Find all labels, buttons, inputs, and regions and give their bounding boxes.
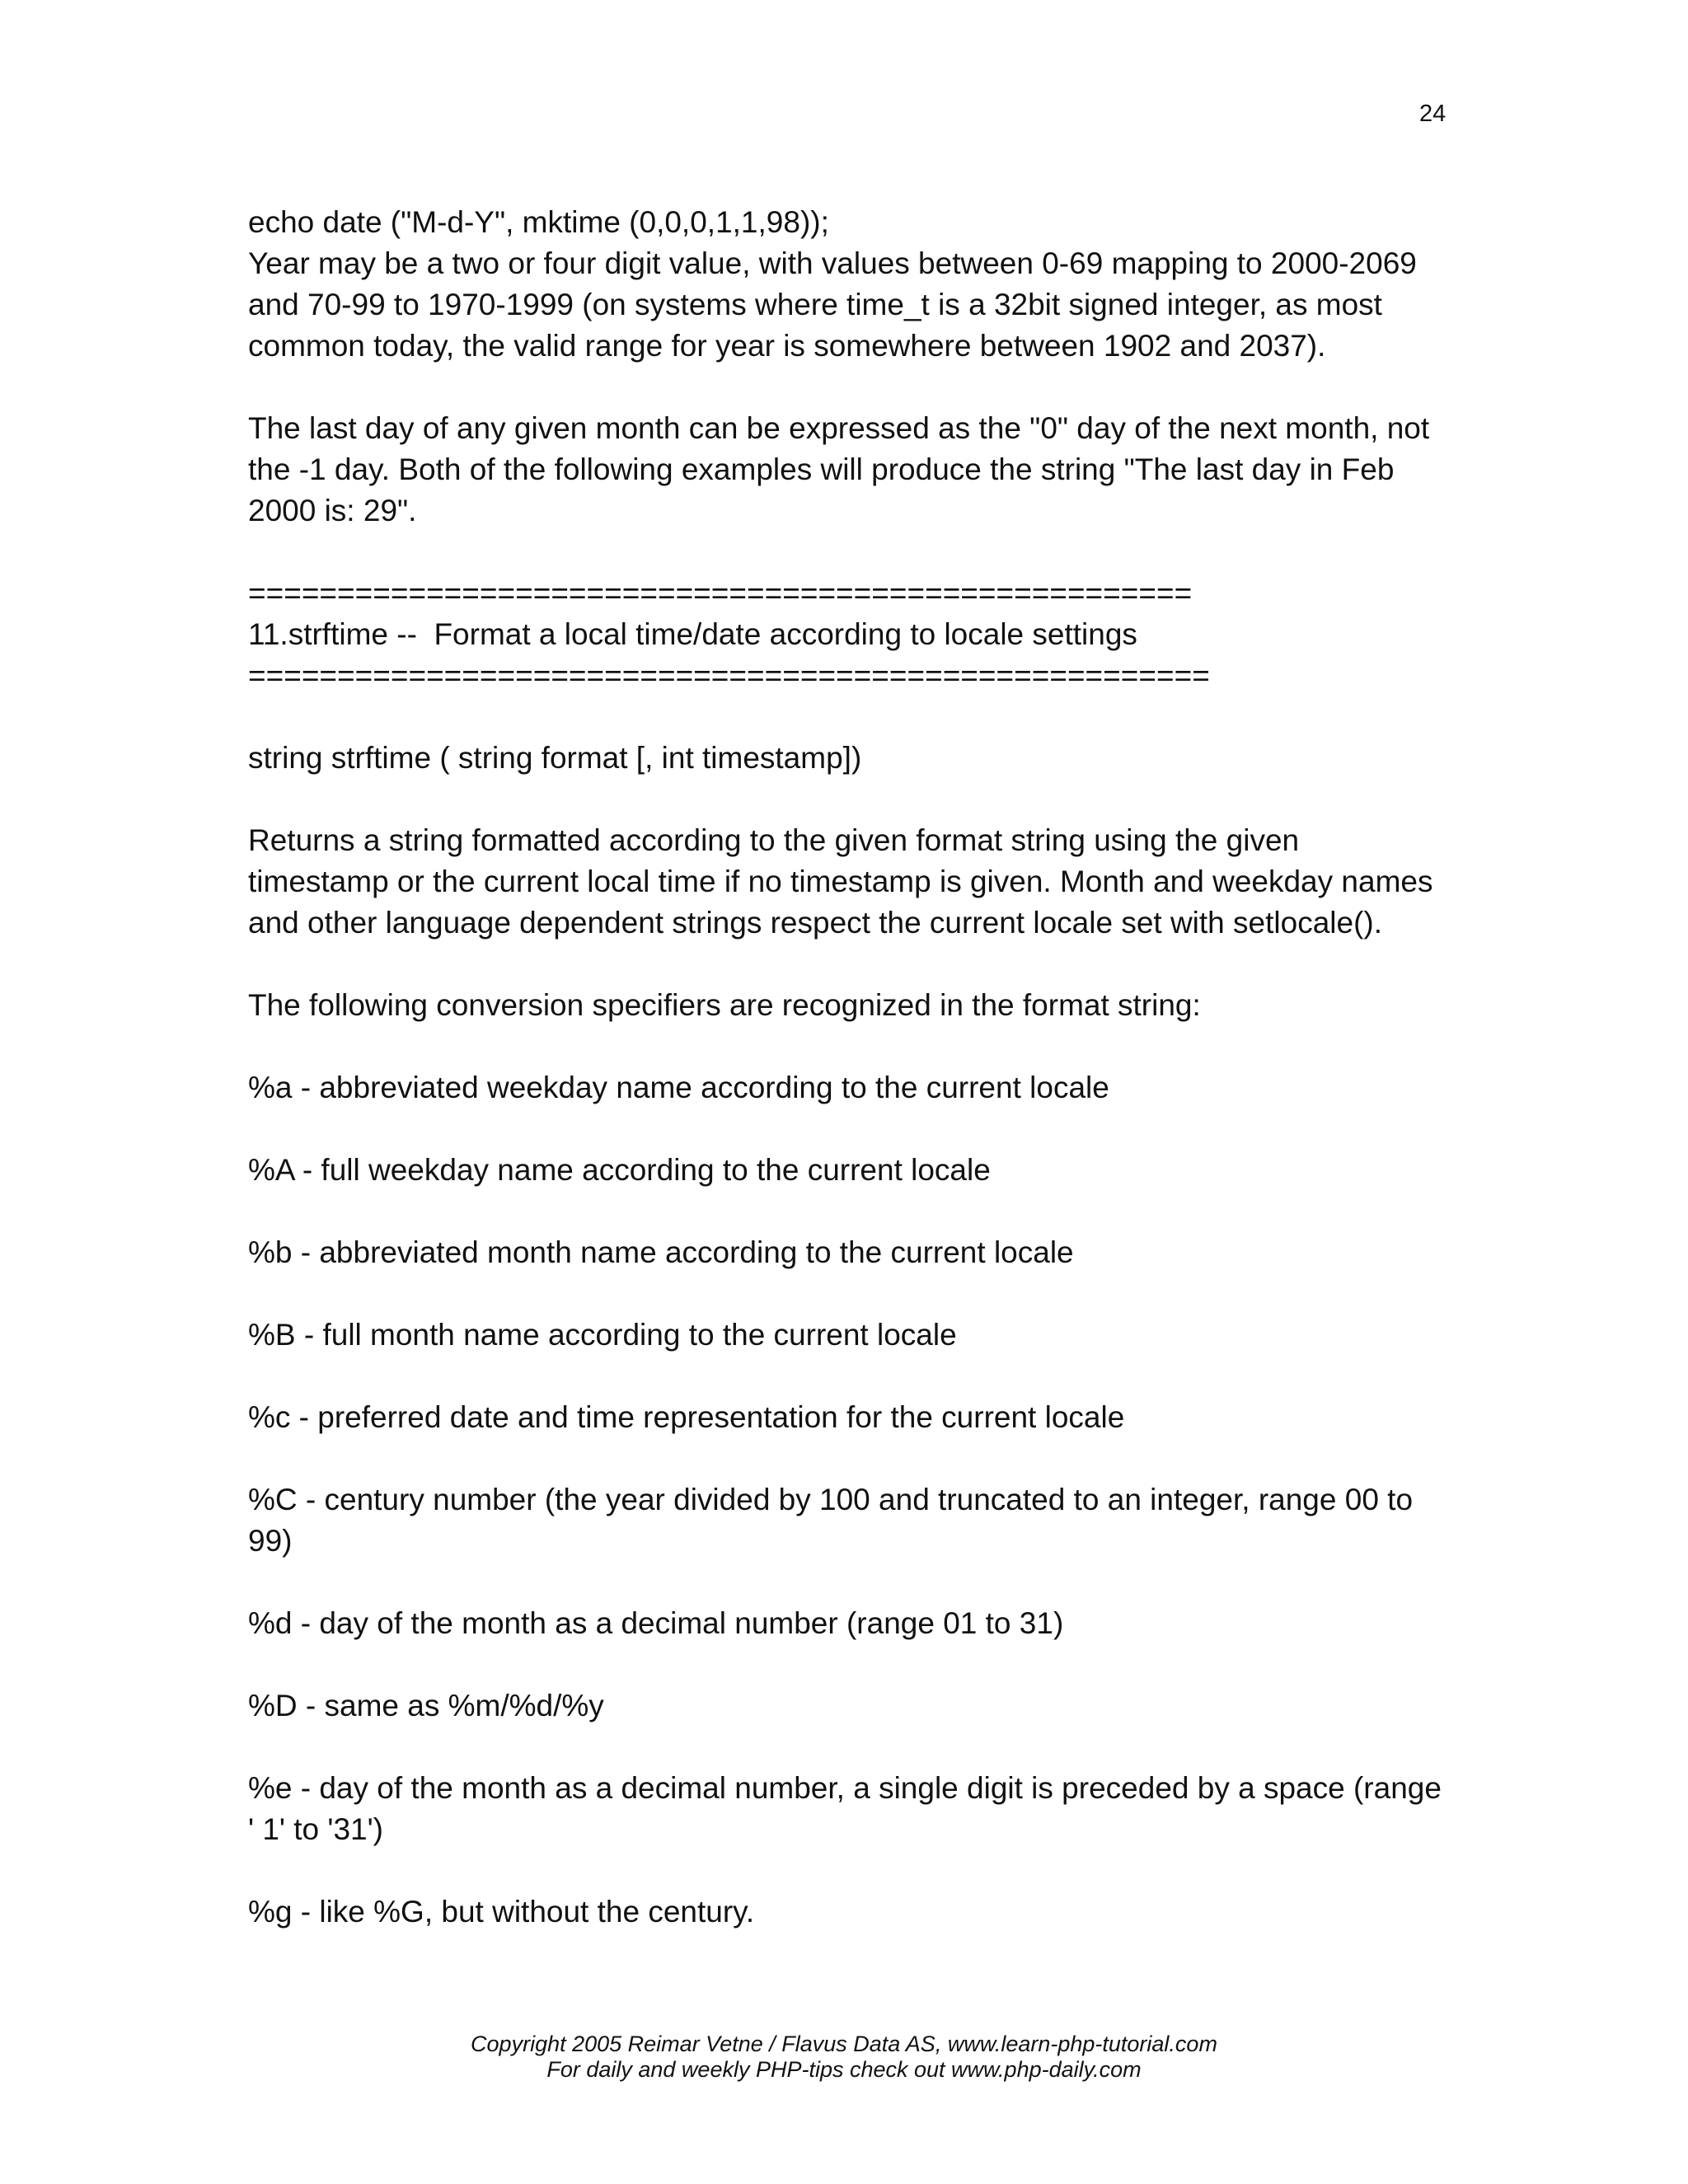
description-paragraph [248, 820, 1451, 944]
text-line: timestamp or the current local time if no timestamp is given. Month and weekday names [248, 865, 1433, 898]
specifier-item: %A - full weekday name according to the current locale [248, 1153, 991, 1187]
text-line: the -1 day. Both of the following examples will produce the string "The last day in Feb [248, 452, 1395, 486]
specifier-item: %c - preferred date and time representation for the current locale [248, 1400, 1125, 1434]
specifier-item: %e - day of the month as a decimal number, a single digit is preceded by a space (range [248, 1771, 1442, 1805]
text-line: common today, the valid range for year is somewhere between 1902 and 2037). [248, 329, 1326, 363]
specifier-item: %C - century number (the year divided by 100 and truncated to an integer, range 00 to [248, 1483, 1414, 1516]
section-heading: 11.strftime -- Format a local time/date according to locale settings [248, 617, 1137, 651]
page-footer [0, 2032, 1688, 2083]
text-line: 2000 is: 29". [248, 494, 417, 527]
rule-bottom: ====================================================== [248, 658, 1210, 692]
text-line: and 70-99 to 1970-1999 (on systems where time_t is a 32bit signed integer, as most [248, 288, 1382, 321]
page-body [248, 202, 1451, 1933]
page-number: 24 [1419, 101, 1447, 127]
footer-tips: For daily and weekly PHP-tips check out www.php-daily.com [546, 2057, 1142, 2082]
code-example-line: echo date ("M-d-Y", mktime (0,0,0,1,1,98)); [248, 205, 829, 239]
specifier-item-continuation: ' 1' to '31') [248, 1812, 384, 1846]
specifier-item: %b - abbreviated month name according to the current locale [248, 1235, 1074, 1269]
text-line: Year may be a two or four digit value, with values between 0-69 mapping to 2000-2069 [248, 246, 1417, 280]
last-day-paragraph [248, 408, 1451, 532]
specifier-item: %g - like %G, but without the century. [248, 1895, 755, 1929]
specifier-item-continuation: 99) [248, 1524, 293, 1558]
intro-paragraph [248, 202, 1451, 367]
specifiers-intro: The following conversion specifiers are recognized in the format string: [248, 988, 1201, 1022]
text-line: and other language dependent strings respect the current locale set with setlocale(). [248, 906, 1382, 940]
specifier-item: %a - abbreviated weekday name according to the current locale [248, 1071, 1109, 1104]
text-line: The last day of any given month can be expressed as the "0" day of the next month, not [248, 411, 1430, 445]
section-header [248, 573, 1451, 696]
text-line: Returns a string formatted according to the given format string using the given [248, 823, 1300, 857]
footer-copyright: Copyright 2005 Reimar Vetne / Flavus Data AS, www.learn-php-tutorial.com [471, 2032, 1217, 2056]
function-signature: string strftime ( string format [, int timestamp]) [248, 741, 862, 775]
specifier-item: %B - full month name according to the current locale [248, 1318, 957, 1352]
specifier-item: %d - day of the month as a decimal number (range 01 to 31) [248, 1606, 1064, 1640]
rule-top: ===================================================== [248, 576, 1193, 610]
specifier-item: %D - same as %m/%d/%y [248, 1689, 604, 1722]
